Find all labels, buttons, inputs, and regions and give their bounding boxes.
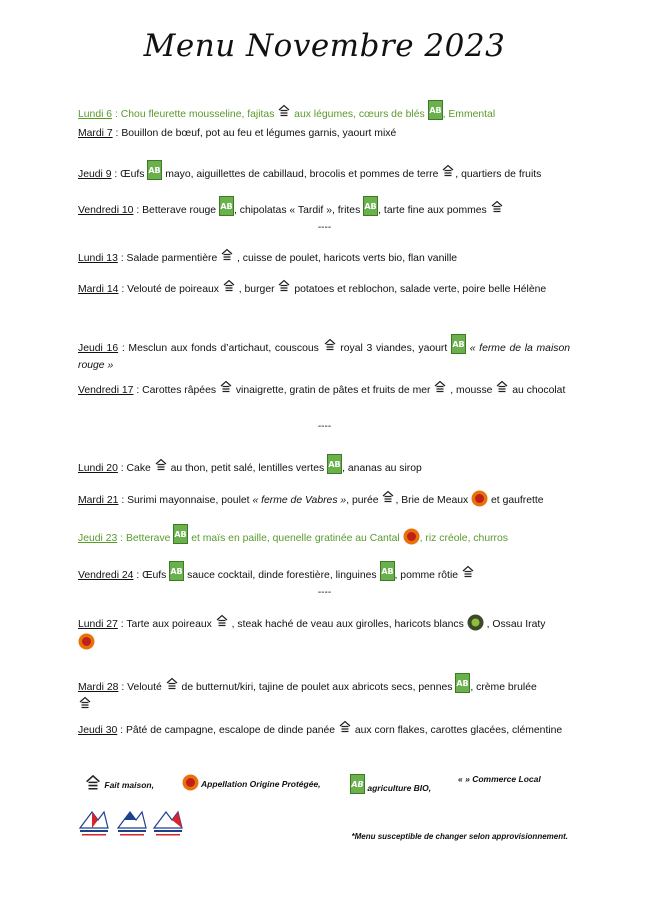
svg-text:AB: AB <box>351 780 364 789</box>
day-label: Lundi 27 <box>78 619 118 630</box>
fait-maison-icon <box>433 380 447 394</box>
fait-maison-icon <box>323 338 337 352</box>
svg-text:AB: AB <box>364 202 377 211</box>
bio-icon <box>169 561 184 581</box>
fait-maison-icon <box>222 279 236 293</box>
legend-local: « » Commerce Local <box>458 774 541 784</box>
day-label: Mardi 28 <box>78 682 119 693</box>
bio-icon <box>451 334 466 354</box>
legend-fait-maison: Fait maison, <box>84 774 154 792</box>
day-label: Mardi 7 <box>78 128 113 139</box>
menu-entry-vendredi-24: Vendredi 24 : Œufs AB sauce cocktail, dinde forestière, linguines AB , pomme rôtie <box>78 561 570 584</box>
day-label: Vendredi 10 <box>78 205 134 216</box>
logo-fait-en-france <box>80 812 108 836</box>
logo-viande-de-france <box>118 812 146 836</box>
fait-maison-icon <box>154 458 168 472</box>
svg-text:AB: AB <box>452 340 465 349</box>
fait-maison-icon <box>277 279 291 293</box>
bio-icon <box>350 774 365 794</box>
bio-icon <box>380 561 395 581</box>
fait-maison-icon <box>338 720 352 734</box>
bio-icon <box>455 673 470 693</box>
fait-maison-icon <box>490 200 504 214</box>
partner-logos <box>78 806 188 842</box>
svg-text:AB: AB <box>148 166 161 175</box>
day-label: Jeudi 23 <box>78 533 118 544</box>
day-label: Vendredi 24 <box>78 570 134 581</box>
menu-entry-jeudi-9: Jeudi 9 : Œufs AB mayo, aiguillettes de cabillaud, brocolis et pommes de terre , quartiers de fruits <box>78 160 570 183</box>
menu-entry-jeudi-30: Jeudi 30 : Pâté de campagne, escalope de dinde panée aux corn flakes, carottes glacées, clémentine <box>78 720 570 739</box>
day-label: Jeudi 9 <box>78 169 112 180</box>
footnote: *Menu susceptible de changer selon approvisionnement. <box>351 832 568 841</box>
week-separator: ---- <box>317 421 332 432</box>
bio-icon <box>173 524 188 544</box>
fait-maison-icon <box>461 565 475 579</box>
menu-entry-vendredi-17: Vendredi 17 : Carottes râpées vinaigrette, gratin de pâtes et fruits de mer , mousse au chocolat <box>78 380 570 399</box>
menu-entry-mardi-14: Mardi 14 : Velouté de poireaux , burger potatoes et reblochon, salade verte, poire belle Hélène <box>78 279 570 298</box>
bio-icon <box>219 196 234 216</box>
day-label: Lundi 13 <box>78 253 118 264</box>
svg-text:AB: AB <box>380 567 394 576</box>
menu-entry-mardi-21: Mardi 21 : Surimi mayonnaise, poulet « ferme de Vabres », purée , Brie de Meaux et gaufrette <box>78 490 570 509</box>
fait-maison-icon <box>441 164 455 178</box>
menu-entry-lundi-20: Lundi 20 : Cake au thon, petit salé, lentilles vertes AB , ananas au sirop <box>78 454 570 477</box>
svg-text:AB: AB <box>170 567 183 576</box>
svg-text:AB: AB <box>328 460 341 469</box>
fait-maison-icon <box>219 380 233 394</box>
aop-icon <box>471 490 488 507</box>
week-separator: ---- <box>317 222 332 233</box>
fait-maison-icon <box>220 248 234 262</box>
day-label: Vendredi 17 <box>78 385 134 396</box>
menu-entry-lundi-6: Lundi 6 : Chou fleurette mousseline, fajitas aux légumes, cœurs de blés AB , Emmental <box>78 100 570 123</box>
aop-icon <box>78 633 95 650</box>
fait-maison-icon <box>78 696 92 710</box>
day-label: Jeudi 30 <box>78 725 118 736</box>
legend-bio: AB agriculture BIO, <box>350 774 431 794</box>
menu-entry-lundi-13: Lundi 13 : Salade parmentière , cuisse de poulet, haricots verts bio, flan vanille <box>78 248 570 267</box>
svg-text:AB: AB <box>428 106 442 115</box>
menu-entry-mardi-28: Mardi 28 : Velouté de butternut/kiri, tajine de poulet aux abricots secs, pennes AB , crème brulée <box>78 673 570 715</box>
menu-entry-vendredi-10: Vendredi 10 : Betterave rouge AB , chipolatas « Tardif », frites AB , tarte fine aux pommes <box>78 196 570 219</box>
menu-entry-jeudi-16: Jeudi 16 : Mesclun aux fonds d’artichaut, couscous royal 3 viandes, yaourt AB « ferme de la maison rouge » <box>78 334 570 374</box>
fait-maison-icon <box>495 380 509 394</box>
logo-volaille-francaise <box>154 812 182 836</box>
bio-icon <box>327 454 342 474</box>
page-title: Menu Novembre 2023 <box>143 28 506 64</box>
fait-maison-icon <box>277 104 291 118</box>
bio-icon <box>363 196 378 216</box>
aop-icon <box>182 774 199 791</box>
day-label: Lundi 20 <box>78 463 118 474</box>
week-separator: ---- <box>317 587 332 598</box>
day-label: Lundi 6 <box>78 109 113 120</box>
fait-maison-icon <box>215 614 229 628</box>
aop-icon <box>403 528 420 545</box>
day-label: Jeudi 16 <box>78 343 119 354</box>
menu-entry-lundi-27: Lundi 27 : Tarte aux poireaux , steak haché de veau aux girolles, haricots blancs , Ossau Iraty <box>78 614 570 652</box>
menu-entry-jeudi-23: Jeudi 23 : Betterave AB et maïs en paille, quenelle gratinée au Cantal , riz créole, churros <box>78 524 570 547</box>
fait-maison-icon <box>165 677 179 691</box>
label-rouge-icon <box>467 614 484 631</box>
menu-entry-mardi-7: Mardi 7 : Bouillon de bœuf, pot au feu et légumes garnis, yaourt mixé <box>78 128 397 139</box>
bio-icon <box>147 160 162 180</box>
svg-text:AB: AB <box>220 202 233 211</box>
day-label: Mardi 21 <box>78 495 119 506</box>
bio-icon <box>428 100 443 120</box>
svg-text:AB: AB <box>456 679 469 688</box>
fait-maison-icon <box>381 490 395 504</box>
legend-aop: Appellation Origine Protégée, <box>182 774 321 791</box>
day-label: Mardi 14 <box>78 284 119 295</box>
svg-text:AB: AB <box>174 530 187 539</box>
fait-maison-icon <box>84 774 102 792</box>
